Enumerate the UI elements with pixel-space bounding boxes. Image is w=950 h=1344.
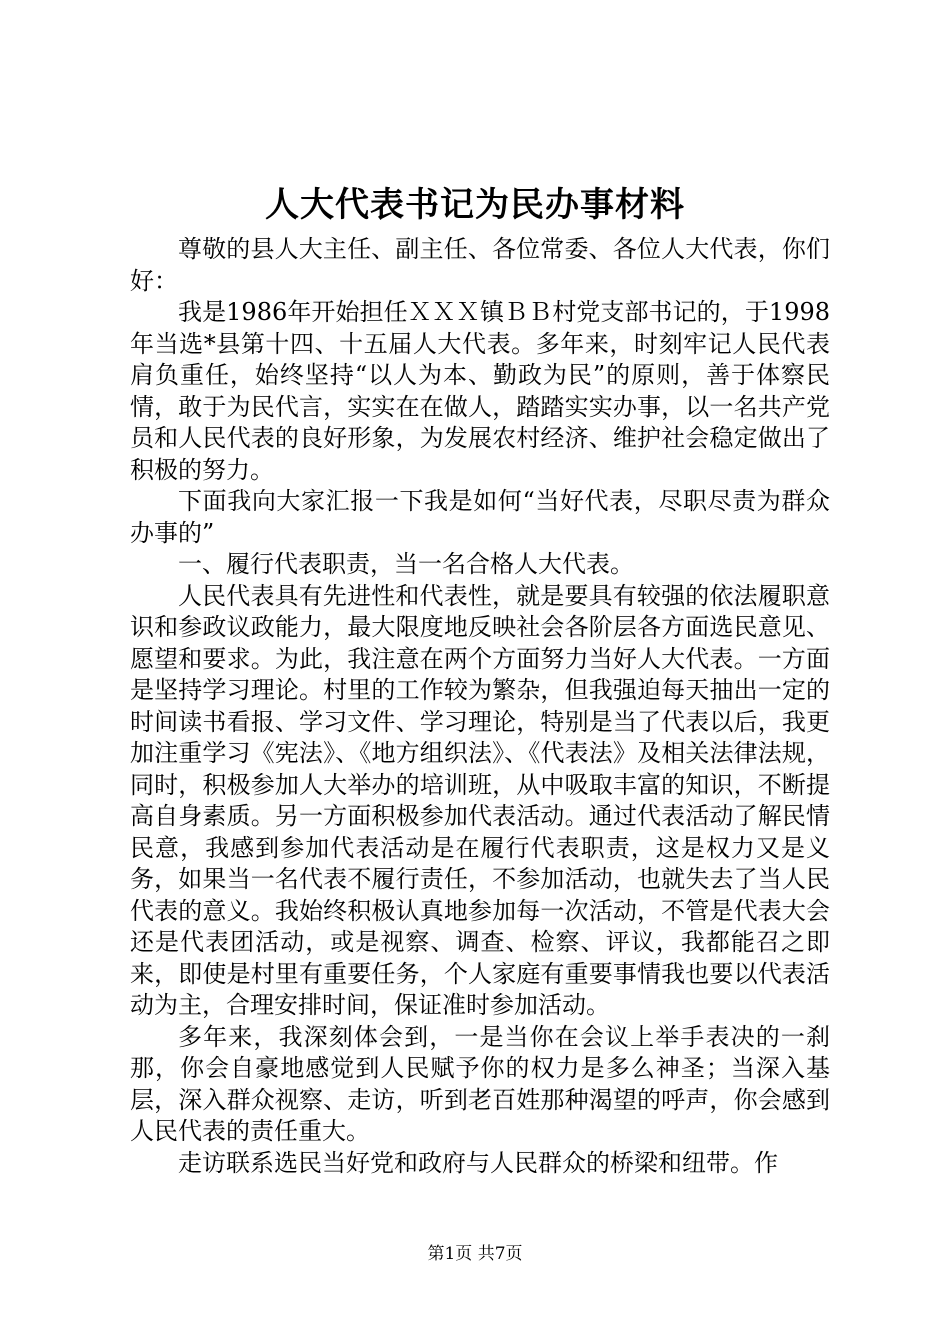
document-body: [130, 234, 830, 1179]
paragraph-duties: 人民代表具有先进性和代表性，就是要具有较强的依法履职意识和参政议政能力，最大限度地反映社会各阶层各方面选民意见、愿望和要求。为此，我注意在两个方面努力当好人大代表。一方面是坚持学习理论。村里的工作较为繁杂，但我强迫每天抽出一定的时间读书看报、学习文件、学习理论，特别是当了代表以后，我更加注重学习《宪法》、《地方组织法》、《代表法》及相关法律法规，同时，积极参加人大举办的培训班，从中吸取丰富的知识，不断提高自身素质。另一方面积极参加代表活动。通过代表活动了解民情民意，我感到参加代表活动是在履行代表职责，这是权力又是义务，如果当一名代表不履行责任，不参加活动，也就失去了当人民代表的意义。我始终积极认真地参加每一次活动，不管是代表大会还是代表团活动，或是视察、调查、检察、评议，我都能召之即来，即使是村里有重要任务，个人家庭有重要事情我也要以代表活动为主，合理安排时间，保证准时参加活动。: [130, 581, 830, 1019]
paragraph-greeting: 尊敬的县人大主任、副主任、各位常委、各位人大代表，你们好：: [130, 235, 830, 295]
paragraph-introduction: 我是1986年开始担任ＸＸＸ镇ＢＢ村党支部书记的，于1998年当选*县第十四、十五届人大代表。多年来，时刻牢记人民代表肩负重任，始终坚持“以人为本、勤政为民”的原则，善于体察民情，敢于为民代言，实实在在做人，踏踏实实办事，以一名共产党员和人民代表的良好形象，为发展农村经济、维护社会稳定做出了积极的努力。: [130, 298, 830, 484]
document-title: 人大代表书记为民办事材料: [265, 185, 685, 225]
paragraph-reflection: 多年来，我深刻体会到，一是当你在会议上举手表决的一刹那，你会自豪地感觉到人民赋予你的权力是多么神圣；当深入基层，深入群众视察、走访，听到老百姓那种渴望的呼声，你会感到人民代表的责任重大。: [130, 1022, 830, 1145]
paragraph-visits: 走访联系选民当好党和政府与人民群众的桥梁和纽带。作: [178, 1148, 778, 1177]
paragraph-report-intro: 下面我向大家汇报一下我是如何“当好代表，尽职尽责为群众办事的”: [130, 487, 830, 547]
page-number-footer: 第1页 共7页: [427, 1244, 523, 1264]
section-heading-1: 一、履行代表职责，当一名合格人大代表。: [178, 550, 634, 578]
